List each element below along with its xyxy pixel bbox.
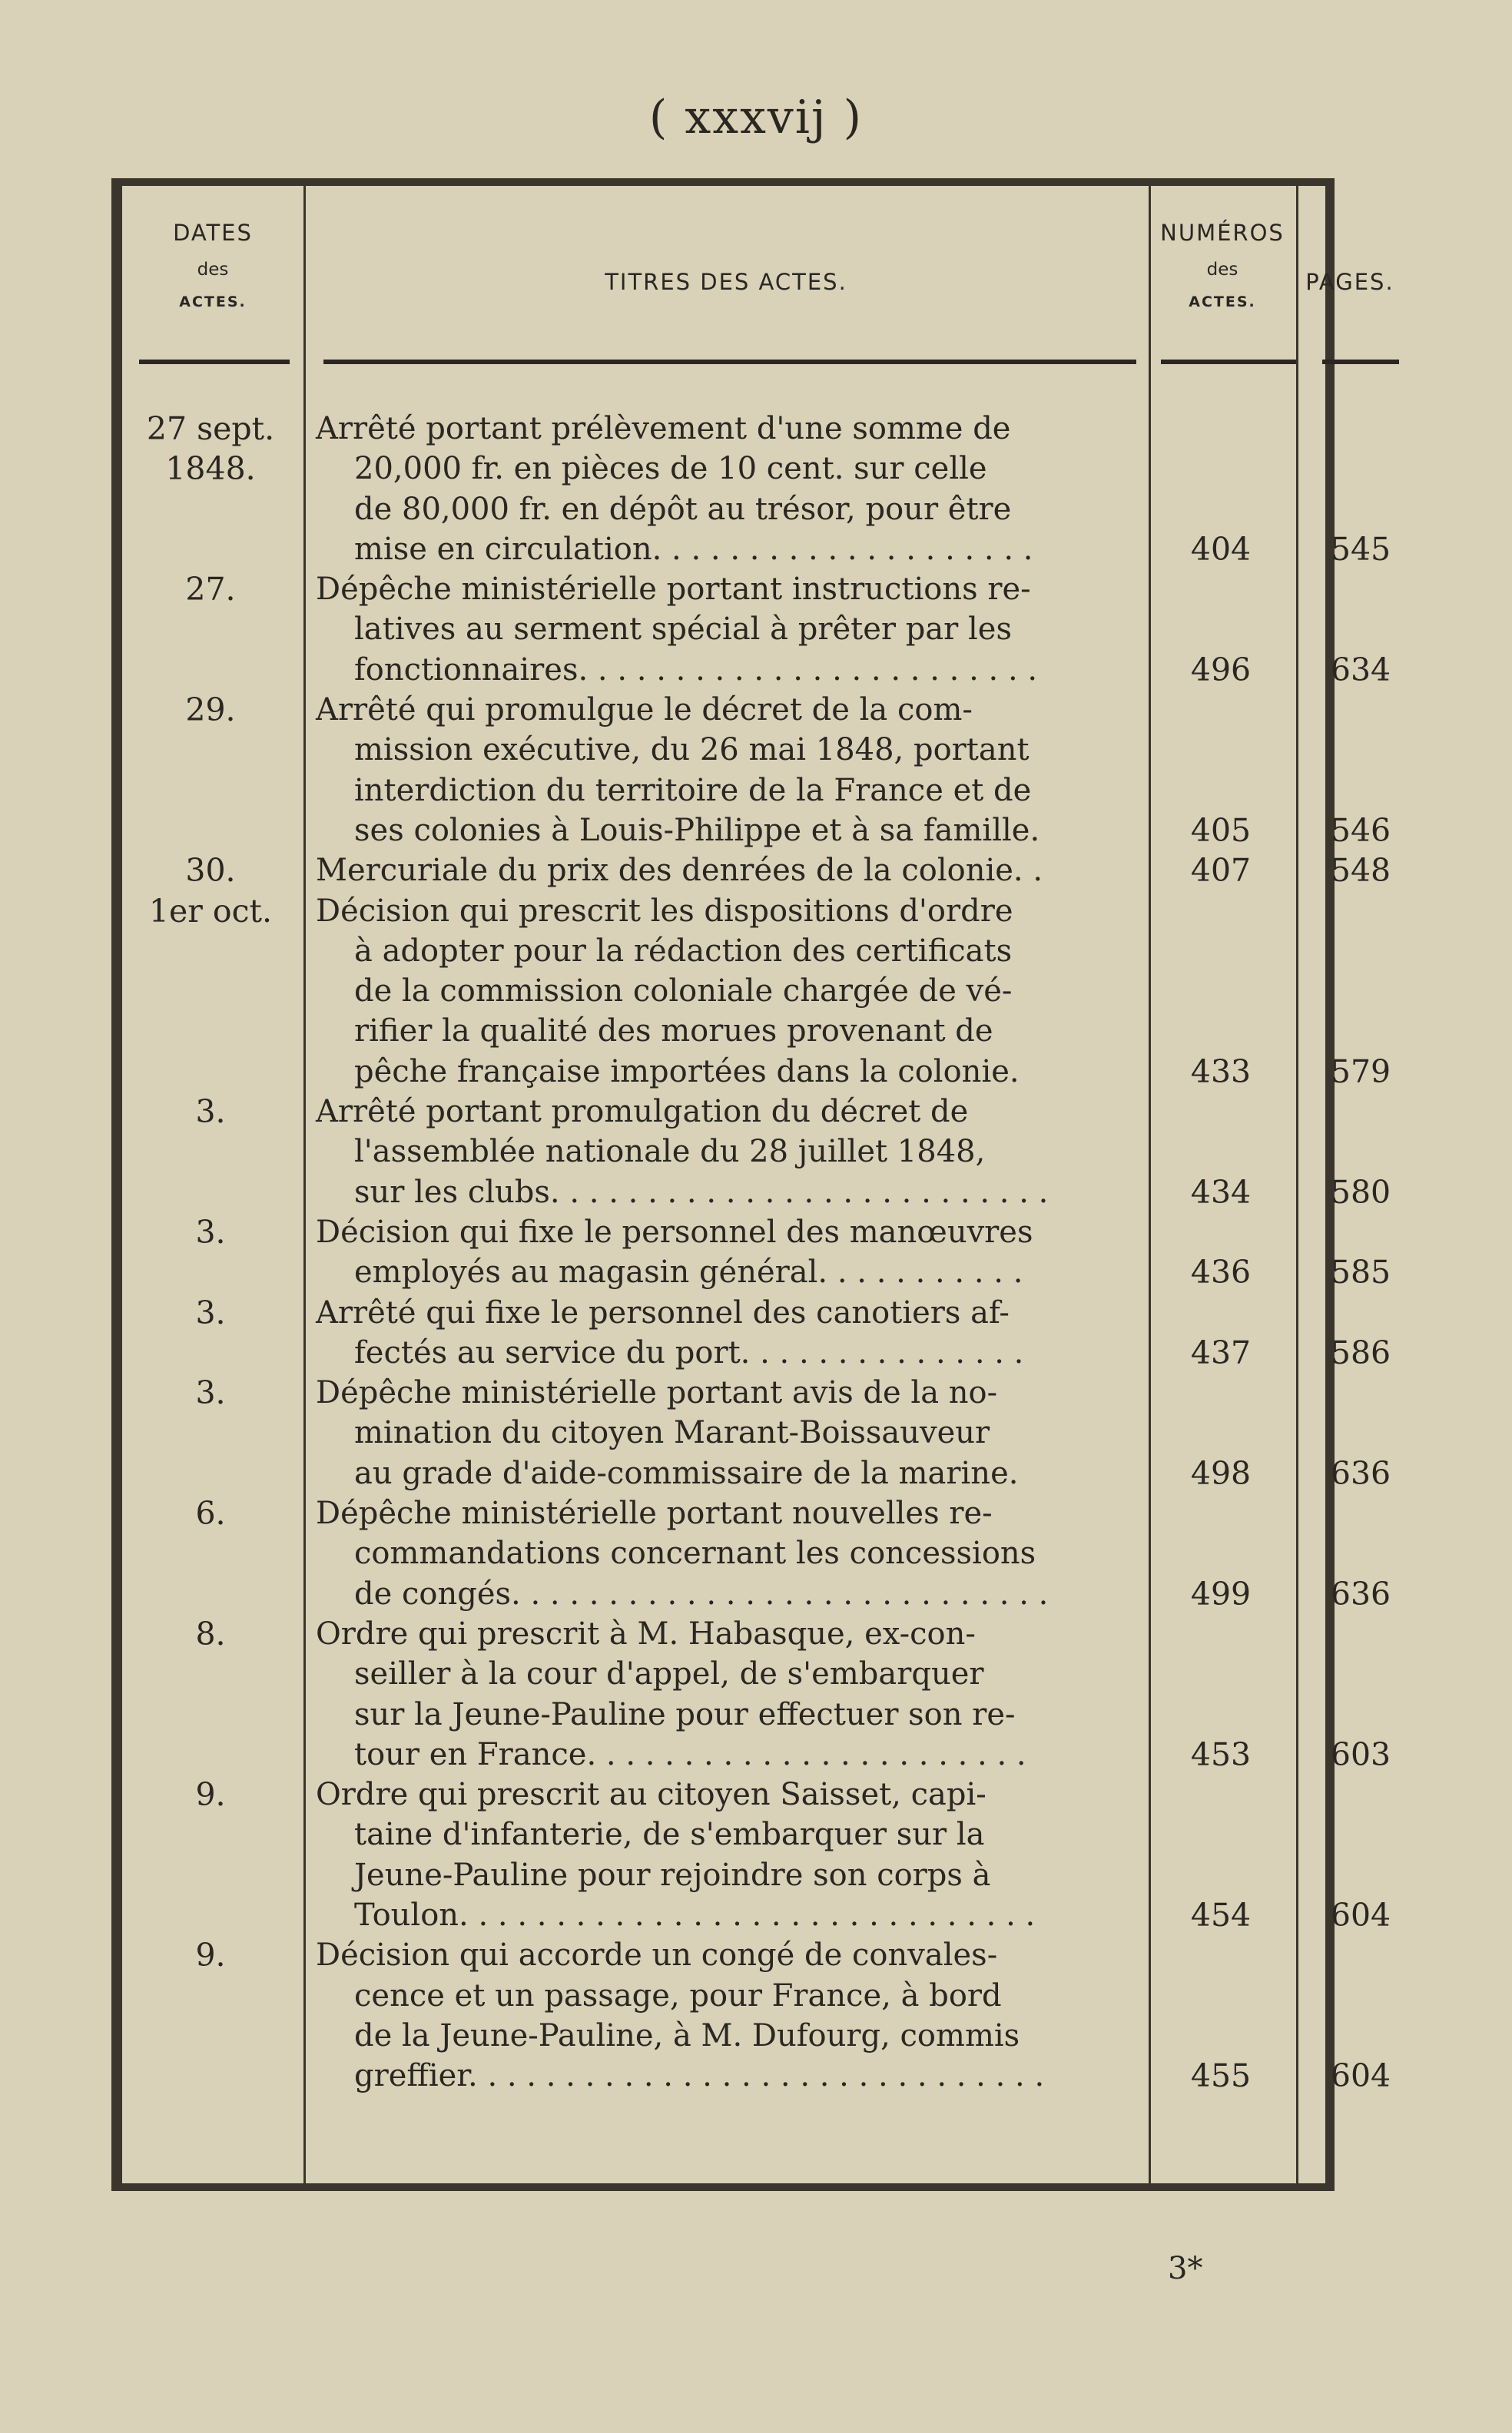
- act-title-line: tour en France. . . . . . . . . . . . . . . . . . . . . . .: [354, 1736, 1026, 1772]
- act-title-line: cence et un passage, pour France, à bord: [354, 1977, 1002, 2014]
- act-title: [316, 690, 1144, 850]
- act-title-line: sur la Jeune-Pauline pour effectuer son re-: [354, 1696, 1016, 1732]
- act-page: 545: [1330, 530, 1391, 568]
- act-title-line: employés au magasin général. . . . . . . . . . .: [354, 1255, 1023, 1291]
- act-title: [316, 1293, 1144, 1374]
- header-rule: [323, 360, 1136, 364]
- act-title-line: Décision qui fixe le personnel des manœuvres: [316, 1215, 1033, 1250]
- act-page: 603: [1330, 1735, 1391, 1773]
- act-title-line: pêche française importées dans la colonie.: [354, 1053, 1020, 1089]
- act-title-line: Arrêté portant prélèvement d'une somme de: [316, 411, 1011, 446]
- column-divider-2: [1149, 186, 1151, 2183]
- act-date: [122, 1092, 299, 1132]
- act-date-line: 9.: [195, 1937, 226, 1974]
- signature-mark: 3*: [1168, 2251, 1203, 2286]
- act-date: [122, 1373, 299, 1413]
- act-title-line: mise en circulation. . . . . . . . . . . . . . . . . . . .: [354, 531, 1033, 567]
- act-date: [122, 891, 299, 931]
- act-title-line: Arrêté qui fixe le personnel des canotiers af-: [316, 1294, 1010, 1331]
- act-number: 437: [1190, 1334, 1252, 1371]
- act-title-line: de congés. . . . . . . . . . . . . . . . . . . . . . . . . . . .: [354, 1576, 1049, 1612]
- act-date: [122, 1935, 299, 1975]
- act-date-line: 27.: [185, 571, 236, 608]
- page-header: ( xxxvij ): [648, 91, 864, 144]
- act-number: 455: [1190, 2057, 1252, 2095]
- act-title-line: l'assemblée nationale du 28 juillet 1848,: [354, 1134, 986, 1170]
- act-title-line: latives au serment spécial à prêter par les: [354, 612, 1012, 648]
- act-title-line: de 80,000 fr. en dépôt au trésor, pour être: [354, 491, 1012, 527]
- act-title-line: interdiction du territoire de la France et de: [354, 772, 1032, 808]
- act-page: 548: [1330, 852, 1391, 890]
- act-title-line: au grade d'aide-commissaire de la marine.: [354, 1455, 1019, 1491]
- act-title-line: commandations concernant les concessions: [354, 1536, 1036, 1572]
- header-dates-line3: ACTES.: [179, 293, 247, 310]
- act-title-line: à adopter pour la rédaction des certificats: [354, 933, 1013, 969]
- act-date-line: 3.: [195, 1214, 226, 1251]
- act-date: [122, 1212, 299, 1252]
- header-titres: TITRES DES ACTES.: [605, 269, 847, 295]
- header-dates: [122, 220, 303, 310]
- act-title-line: ses colonies à Louis-Philippe et à sa famille.: [354, 812, 1040, 848]
- column-divider-1: [303, 186, 306, 2183]
- act-title: [316, 1775, 1144, 1935]
- act-title-line: Arrêté portant promulgation du décret de: [316, 1094, 969, 1130]
- act-title-line: mission exécutive, du 26 mai 1848, portant: [354, 732, 1030, 768]
- act-date-line: 30.: [185, 852, 236, 890]
- act-date-line: 9.: [195, 1776, 226, 1814]
- act-number: 404: [1190, 530, 1252, 568]
- act-date-line: 27 sept.: [146, 410, 275, 447]
- act-title-line: Décision qui prescrit les dispositions d'ordre: [316, 893, 1013, 929]
- act-date: [122, 1775, 299, 1815]
- act-title-line: greffier. . . . . . . . . . . . . . . . . . . . . . . . . . . . . .: [354, 2058, 1045, 2094]
- header-dates-line1: DATES: [173, 220, 253, 246]
- act-title-line: mination du citoyen Marant-Boissauveur: [354, 1415, 990, 1451]
- act-number: 453: [1190, 1735, 1252, 1773]
- act-page: 585: [1330, 1254, 1391, 1291]
- act-number: 454: [1190, 1897, 1252, 1934]
- act-title-line: taine d'infanterie, de s'embarquer sur la: [354, 1817, 985, 1853]
- act-title-line: Mercuriale du prix des denrées de la colonie. .: [316, 853, 1043, 889]
- acts-table: [111, 178, 1394, 2191]
- act-date-line: 3.: [195, 1294, 226, 1331]
- act-date-line: 29.: [185, 691, 236, 729]
- header-numeros-line1: NUMÉROS: [1160, 220, 1285, 246]
- act-page: 546: [1330, 811, 1391, 849]
- act-title-line: Arrêté qui promulgue le décret de la com-: [316, 692, 973, 728]
- act-title: [316, 850, 1144, 890]
- act-date: [122, 409, 299, 489]
- act-date-line: 3.: [195, 1093, 226, 1131]
- header-numeros-line2: des: [1206, 260, 1238, 280]
- act-page: 634: [1330, 651, 1391, 688]
- act-title-line: Ordre qui prescrit à M. Habasque, ex-con-: [316, 1616, 976, 1652]
- header-numeros: [1149, 220, 1296, 310]
- act-title: [316, 1092, 1144, 1212]
- act-title: [316, 1935, 1144, 2096]
- act-number: 499: [1190, 1575, 1252, 1613]
- column-divider-3: [1296, 186, 1298, 2183]
- header-rule: [1161, 360, 1296, 364]
- act-date-line: 1848.: [165, 450, 256, 487]
- act-page: 586: [1330, 1334, 1391, 1371]
- act-title: [316, 1212, 1144, 1293]
- act-date-line: 1er oct.: [148, 892, 273, 930]
- act-page: 580: [1330, 1173, 1391, 1211]
- act-title-line: Toulon. . . . . . . . . . . . . . . . . . . . . . . . . . . . . .: [354, 1898, 1036, 1934]
- act-title: [316, 409, 1144, 569]
- act-title-line: Ordre qui prescrit au citoyen Saisset, capi-: [316, 1777, 986, 1813]
- act-title-line: fonctionnaires. . . . . . . . . . . . . . . . . . . . . . . .: [354, 651, 1038, 688]
- act-title-line: sur les clubs. . . . . . . . . . . . . . . . . . . . . . . . . .: [354, 1174, 1049, 1210]
- act-date: [122, 1493, 299, 1533]
- act-page: 636: [1330, 1575, 1391, 1613]
- act-number: 498: [1190, 1454, 1252, 1492]
- act-number: 433: [1190, 1052, 1252, 1090]
- act-date-line: 3.: [195, 1374, 226, 1412]
- act-date: [122, 850, 299, 890]
- act-title-line: Décision qui accorde un congé de convales-: [316, 1937, 998, 1974]
- act-date: [122, 690, 299, 730]
- act-number: 436: [1190, 1254, 1252, 1291]
- act-title: [316, 1614, 1144, 1775]
- header-rule: [1322, 360, 1399, 364]
- act-number: 434: [1190, 1173, 1252, 1211]
- act-title-line: 20,000 fr. en pièces de 10 cent. sur celle: [354, 451, 987, 487]
- header-rule: [139, 360, 290, 364]
- act-title-line: Dépêche ministérielle portant nouvelles re-: [316, 1496, 993, 1532]
- act-title-line: de la commission coloniale chargée de vé-: [354, 973, 1013, 1009]
- header-pages: PAGES.: [1305, 269, 1394, 295]
- act-title: [316, 1373, 1144, 1493]
- act-title: [316, 1493, 1144, 1614]
- act-date: [122, 1614, 299, 1654]
- act-date-line: 6.: [195, 1495, 226, 1533]
- act-title-line: Jeune-Pauline pour rejoindre son corps à: [354, 1857, 991, 1893]
- act-title-line: rifier la qualité des morues provenant de: [354, 1013, 993, 1049]
- act-date-line: 8.: [195, 1616, 226, 1652]
- act-title: [316, 891, 1144, 1092]
- act-title-line: Dépêche ministérielle portant instructions re-: [316, 572, 1031, 608]
- act-title-line: fectés au service du port. . . . . . . . . . . . . . .: [354, 1334, 1024, 1371]
- act-page: 604: [1330, 1897, 1391, 1934]
- act-title-line: Dépêche ministérielle portant avis de la no-: [316, 1375, 998, 1411]
- header-dates-line2: des: [197, 260, 229, 280]
- act-page: 604: [1330, 2057, 1391, 2095]
- act-title: [316, 569, 1144, 690]
- header-numeros-line3: ACTES.: [1189, 293, 1256, 310]
- act-title-line: de la Jeune-Pauline, à M. Dufourg, commis: [354, 2017, 1020, 2053]
- act-number: 405: [1190, 811, 1252, 849]
- act-number: 496: [1190, 651, 1252, 688]
- act-page: 579: [1330, 1052, 1391, 1090]
- act-title-line: seiller à la cour d'appel, de s'embarquer: [354, 1656, 984, 1692]
- act-number: 407: [1190, 852, 1252, 890]
- act-date: [122, 1293, 299, 1333]
- act-date: [122, 569, 299, 609]
- act-page: 636: [1330, 1454, 1391, 1492]
